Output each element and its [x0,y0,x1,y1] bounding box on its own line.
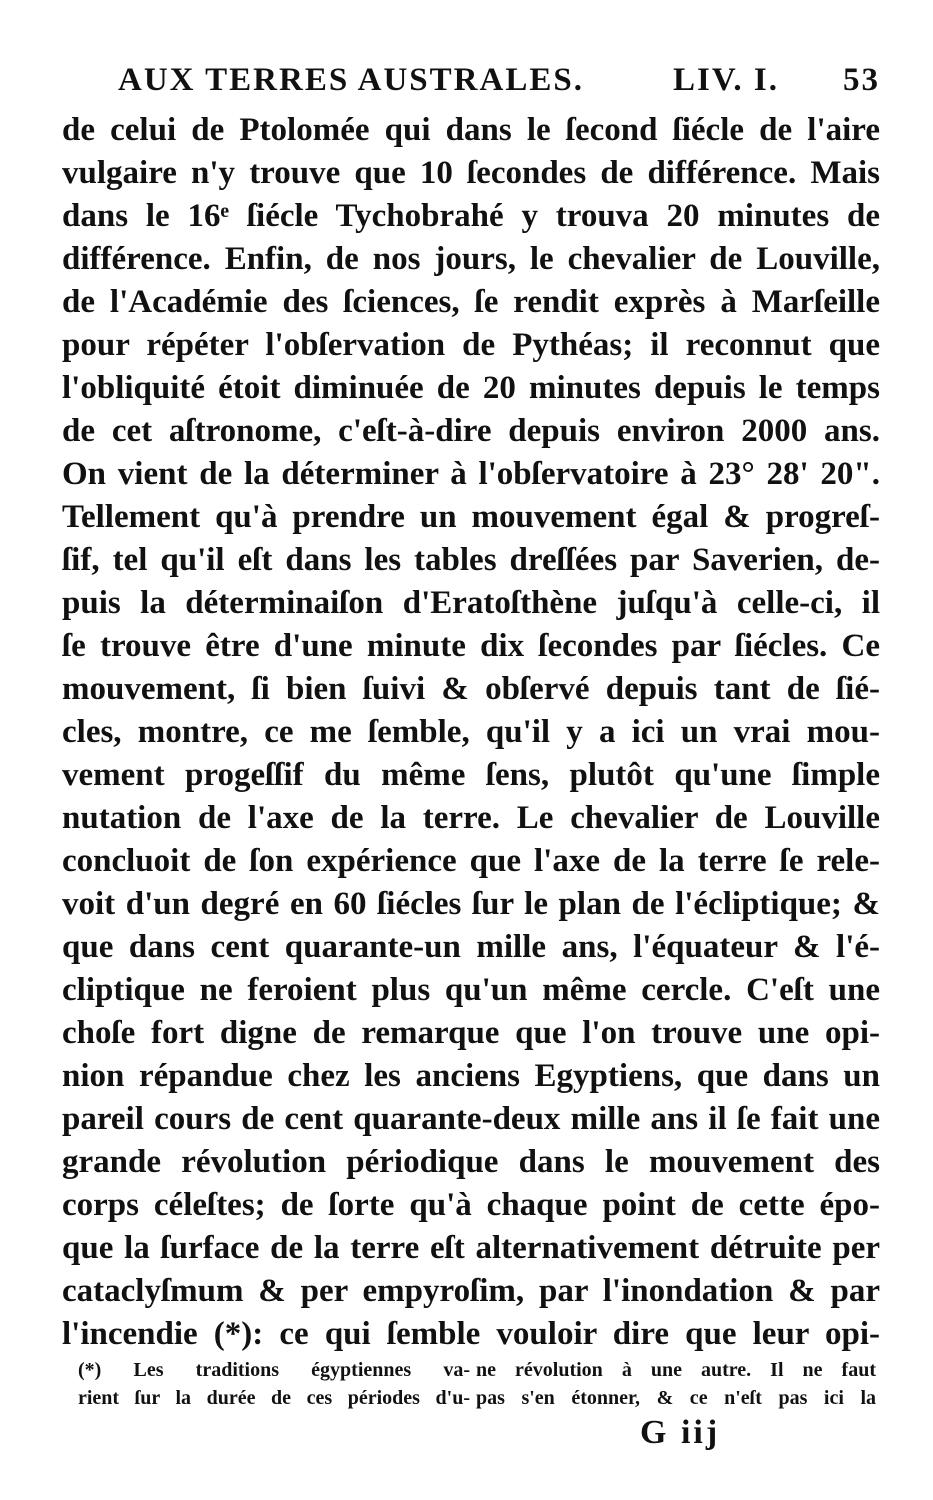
footnote-column-left [78,1356,470,1412]
text-line: de cet aſtronome, c'eſt-à-dire depuis environ 2000 ans. [62,413,880,449]
text-line: corps céleſtes; de ſorte qu'à chaque point de cette épo- [62,1187,880,1223]
text-line: ſif, tel qu'il eſt dans les tables dreſſées par Saverien, de- [62,542,880,578]
text-line: Tellement qu'à prendre un mouvement égal & progreſ- [62,499,880,535]
footnote-column-right [476,1356,876,1412]
text-line: nion répandue chez les anciens Egyptiens, que dans un [62,1058,880,1094]
text-line: cataclyſmum & per empyroſim, par l'inondation & par [62,1273,880,1309]
text-line: nutation de l'axe de la terre. Le chevalier de Louville [62,800,880,836]
text-line: puis la déterminaiſon d'Eratoſthène juſqu'à celle-ci, il [62,585,880,621]
text-line: que la ſurface de la terre eſt alternativement détruite per [62,1230,880,1266]
text-line: mouvement, ſi bien ſuivi & obſervé depuis tant de ſié- [62,671,880,707]
text-line: vement progeſſif du même ſens, plutôt qu'une ſimple [62,757,880,793]
text-line: de l'Académie des ſciences, ſe rendit exprès à Marſeille [62,284,880,320]
text-line: pareil cours de cent quarante-deux mille ans il ſe fait une [62,1101,880,1137]
footnote-line: ne révolution à une autre. Il ne faut [476,1359,876,1381]
text-line: l'incendie (*): ce qui ſemble vouloir dire que leur opi- [62,1316,880,1352]
body-text [62,109,880,1356]
footnote-line: (*) Les traditions égyptiennes va- [78,1359,470,1381]
running-head-title: AUX TERRES AUSTRALES. [118,62,584,98]
footnote-line: rient ſur la durée de ces périodes d'u- [78,1387,470,1409]
text-line: voit d'un degré en 60 ſiécles ſur le plan de l'écliptique; & [62,886,880,922]
text-line: dans le 16ᵉ ſiécle Tychobrahé y trouva 20 minutes de [62,198,880,234]
running-head-book: LIV. I. [673,62,780,98]
footnote-line: pas s'en étonner, & ce n'eſt pas ici la [476,1387,876,1409]
page-number: 53 [843,62,880,98]
signature-mark: G iij [640,1414,721,1451]
text-line: de celui de Ptolomée qui dans le ſecond ſiécle de l'aire [62,112,880,148]
text-line: différence. Enfin, de nos jours, le chevalier de Louville, [62,241,880,277]
text-line: l'obliquité étoit diminuée de 20 minutes depuis le temps [62,370,880,406]
text-line: pour répéter l'obſervation de Pythéas; il reconnut que [62,327,880,363]
text-line: concluoit de ſon expérience que l'axe de la terre ſe rele- [62,843,880,879]
footnote [60,1356,882,1416]
text-line: ſe trouve être d'une minute dix ſecondes par ſiécles. Ce [62,628,880,664]
running-head [118,62,880,106]
text-line: grande révolution périodique dans le mouvement des [62,1144,880,1180]
text-line: cliptique ne feroient plus qu'un même cercle. C'eſt une [62,972,880,1008]
text-line: vulgaire n'y trouve que 10 ſecondes de différence. Mais [62,155,880,191]
text-line: cles, montre, ce me ſemble, qu'il y a ici un vrai mou- [62,714,880,750]
text-line: On vient de la déterminer à l'obſervatoire à 23° 28' 20". [62,456,880,492]
text-line: que dans cent quarante-un mille ans, l'équateur & l'é- [62,929,880,965]
text-line: choſe fort digne de remarque que l'on trouve une opi- [62,1015,880,1051]
